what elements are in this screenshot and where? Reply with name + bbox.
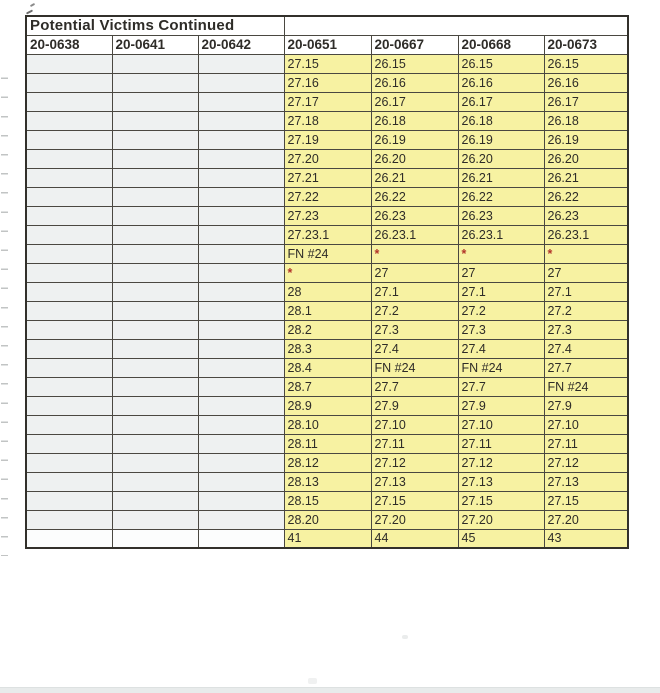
scan-smudge: [402, 635, 408, 639]
value-cell: 28.15: [284, 491, 371, 510]
empty-cell: [198, 92, 284, 111]
value-cell: 27.9: [544, 396, 628, 415]
empty-cell: [198, 529, 284, 548]
empty-cell: [198, 377, 284, 396]
table-row: [26, 73, 628, 92]
value-cell: 26.16: [458, 73, 544, 92]
column-header-20-0641: 20-0641: [112, 35, 198, 54]
value-cell: 26.15: [458, 54, 544, 73]
empty-cell: [112, 149, 198, 168]
empty-cell: [112, 73, 198, 92]
table-row: [26, 225, 628, 244]
value-cell: 27.23.1: [284, 225, 371, 244]
empty-cell: [112, 54, 198, 73]
table-row: [26, 434, 628, 453]
value-cell: 26.19: [458, 130, 544, 149]
value-cell: 27.12: [544, 453, 628, 472]
value-cell: 27: [371, 263, 458, 282]
value-cell: 27.9: [458, 396, 544, 415]
value-cell: 27.11: [544, 434, 628, 453]
value-cell: 28.11: [284, 434, 371, 453]
empty-cell: [198, 263, 284, 282]
empty-cell: [26, 244, 112, 263]
value-cell: 27.7: [371, 377, 458, 396]
value-cell: FN #24: [544, 377, 628, 396]
table-row: [26, 377, 628, 396]
column-header-20-0651: 20-0651: [284, 35, 371, 54]
empty-cell: [26, 529, 112, 548]
header-row: [26, 35, 628, 54]
scanner-edge-strip: [0, 687, 660, 693]
empty-cell: [198, 130, 284, 149]
asterisk-cell: *: [371, 244, 458, 263]
empty-cell: [26, 453, 112, 472]
empty-cell: [198, 282, 284, 301]
empty-cell: [26, 301, 112, 320]
empty-cell: [112, 168, 198, 187]
empty-cell: [26, 491, 112, 510]
pen-tick-mark-icon: [26, 9, 33, 14]
value-cell: 45: [458, 529, 544, 548]
value-cell: 28.2: [284, 320, 371, 339]
value-cell: 26.17: [371, 92, 458, 111]
table-row: [26, 339, 628, 358]
value-cell: 27.20: [458, 510, 544, 529]
value-cell: 27.3: [458, 320, 544, 339]
empty-cell: [112, 111, 198, 130]
value-cell: 27.10: [458, 415, 544, 434]
empty-cell: [26, 377, 112, 396]
table-row: [26, 168, 628, 187]
table-title: Potential Victims Continued: [26, 16, 284, 35]
empty-cell: [26, 168, 112, 187]
table-row: [26, 415, 628, 434]
empty-cell: [112, 453, 198, 472]
value-cell: FN #24: [371, 358, 458, 377]
table-body: [26, 54, 628, 548]
value-cell: 27.22: [284, 187, 371, 206]
column-header-20-0668: 20-0668: [458, 35, 544, 54]
table-row: [26, 301, 628, 320]
empty-cell: [26, 111, 112, 130]
value-cell: FN #24: [284, 244, 371, 263]
empty-cell: [26, 225, 112, 244]
empty-cell: [26, 339, 112, 358]
empty-cell: [26, 434, 112, 453]
value-cell: 28: [284, 282, 371, 301]
empty-cell: [112, 415, 198, 434]
empty-cell: [198, 415, 284, 434]
table-row: [26, 263, 628, 282]
table-row: [26, 54, 628, 73]
value-cell: 27.17: [284, 92, 371, 111]
empty-cell: [26, 415, 112, 434]
empty-cell: [112, 225, 198, 244]
empty-cell: [26, 187, 112, 206]
empty-cell: [112, 187, 198, 206]
value-cell: 27.20: [284, 149, 371, 168]
value-cell: 28.12: [284, 453, 371, 472]
empty-cell: [26, 472, 112, 491]
value-cell: 27.12: [371, 453, 458, 472]
pen-tick-mark-icon: [30, 3, 35, 7]
empty-cell: [198, 358, 284, 377]
table-row: [26, 529, 628, 548]
asterisk-cell: *: [544, 244, 628, 263]
empty-cell: [198, 396, 284, 415]
scan-smudge: [308, 678, 317, 684]
table-row: [26, 320, 628, 339]
empty-cell: [26, 130, 112, 149]
value-cell: 26.21: [371, 168, 458, 187]
table-row: [26, 453, 628, 472]
value-cell: 26.18: [544, 111, 628, 130]
value-cell: 27.21: [284, 168, 371, 187]
value-cell: 26.22: [458, 187, 544, 206]
value-cell: 26.21: [544, 168, 628, 187]
value-cell: 27.10: [371, 415, 458, 434]
value-cell: 26.18: [371, 111, 458, 130]
column-header-20-0673: 20-0673: [544, 35, 628, 54]
value-cell: 28.3: [284, 339, 371, 358]
value-cell: 26.22: [371, 187, 458, 206]
value-cell: 26.23: [371, 206, 458, 225]
value-cell: 27.15: [458, 491, 544, 510]
left-margin-gridline-ticks: [1, 60, 8, 556]
empty-cell: [112, 377, 198, 396]
empty-cell: [198, 472, 284, 491]
value-cell: 27.11: [371, 434, 458, 453]
asterisk-cell: *: [458, 244, 544, 263]
empty-cell: [112, 339, 198, 358]
empty-cell: [198, 54, 284, 73]
empty-cell: [26, 396, 112, 415]
empty-cell: [198, 206, 284, 225]
value-cell: 26.19: [371, 130, 458, 149]
empty-cell: [198, 111, 284, 130]
value-cell: 26.18: [458, 111, 544, 130]
value-cell: 28.10: [284, 415, 371, 434]
value-cell: 27.7: [544, 358, 628, 377]
value-cell: FN #24: [458, 358, 544, 377]
empty-cell: [198, 453, 284, 472]
empty-cell: [198, 73, 284, 92]
value-cell: 27.13: [458, 472, 544, 491]
empty-cell: [26, 149, 112, 168]
empty-cell: [112, 282, 198, 301]
value-cell: 28.20: [284, 510, 371, 529]
value-cell: 27.16: [284, 73, 371, 92]
empty-cell: [112, 510, 198, 529]
table-row: [26, 130, 628, 149]
asterisk-cell: *: [284, 263, 371, 282]
value-cell: 27.19: [284, 130, 371, 149]
table-row: [26, 510, 628, 529]
empty-cell: [198, 244, 284, 263]
value-cell: 26.17: [544, 92, 628, 111]
value-cell: 27.4: [544, 339, 628, 358]
empty-cell: [198, 149, 284, 168]
table-row: [26, 111, 628, 130]
empty-cell: [112, 320, 198, 339]
value-cell: 27.2: [544, 301, 628, 320]
title-row: [26, 16, 628, 35]
empty-cell: [26, 510, 112, 529]
value-cell: 27: [544, 263, 628, 282]
column-header-20-0638: 20-0638: [26, 35, 112, 54]
value-cell: 27.10: [544, 415, 628, 434]
table-row: [26, 187, 628, 206]
value-cell: 27.15: [371, 491, 458, 510]
value-cell: 44: [371, 529, 458, 548]
empty-cell: [26, 358, 112, 377]
empty-cell: [112, 396, 198, 415]
value-cell: 26.23.1: [458, 225, 544, 244]
value-cell: 27.15: [284, 54, 371, 73]
potential-victims-table: [25, 15, 629, 549]
value-cell: 43: [544, 529, 628, 548]
value-cell: 27.20: [544, 510, 628, 529]
empty-cell: [112, 529, 198, 548]
value-cell: 26.22: [544, 187, 628, 206]
value-cell: 27.2: [371, 301, 458, 320]
value-cell: 27.1: [371, 282, 458, 301]
value-cell: 26.21: [458, 168, 544, 187]
value-cell: 27.13: [371, 472, 458, 491]
empty-cell: [198, 491, 284, 510]
empty-cell: [112, 434, 198, 453]
value-cell: 26.19: [544, 130, 628, 149]
empty-cell: [26, 263, 112, 282]
value-cell: 27.2: [458, 301, 544, 320]
value-cell: 26.16: [544, 73, 628, 92]
table-row: [26, 282, 628, 301]
value-cell: 26.17: [458, 92, 544, 111]
table-row: [26, 358, 628, 377]
empty-cell: [112, 263, 198, 282]
value-cell: 27.18: [284, 111, 371, 130]
empty-cell: [198, 168, 284, 187]
value-cell: 27.20: [371, 510, 458, 529]
empty-cell: [198, 434, 284, 453]
value-cell: 27.3: [371, 320, 458, 339]
value-cell: 27.7: [458, 377, 544, 396]
value-cell: 27.23: [284, 206, 371, 225]
value-cell: 27.15: [544, 491, 628, 510]
value-cell: 41: [284, 529, 371, 548]
value-cell: 26.23: [458, 206, 544, 225]
table-row: [26, 92, 628, 111]
column-header-20-0667: 20-0667: [371, 35, 458, 54]
table-row: [26, 491, 628, 510]
value-cell: 27.12: [458, 453, 544, 472]
value-cell: 26.20: [544, 149, 628, 168]
empty-cell: [198, 510, 284, 529]
empty-cell: [26, 282, 112, 301]
table-row: [26, 206, 628, 225]
value-cell: 26.23.1: [544, 225, 628, 244]
empty-cell: [112, 491, 198, 510]
empty-cell: [198, 187, 284, 206]
value-cell: 26.20: [458, 149, 544, 168]
value-cell: 28.13: [284, 472, 371, 491]
empty-cell: [198, 225, 284, 244]
empty-cell: [112, 130, 198, 149]
value-cell: 26.20: [371, 149, 458, 168]
value-cell: 28.1: [284, 301, 371, 320]
value-cell: 27: [458, 263, 544, 282]
empty-cell: [198, 339, 284, 358]
value-cell: 26.16: [371, 73, 458, 92]
empty-cell: [26, 320, 112, 339]
value-cell: 27.9: [371, 396, 458, 415]
value-cell: 27.11: [458, 434, 544, 453]
value-cell: 26.15: [544, 54, 628, 73]
value-cell: 28.7: [284, 377, 371, 396]
empty-cell: [26, 92, 112, 111]
value-cell: 27.4: [371, 339, 458, 358]
value-cell: 27.4: [458, 339, 544, 358]
empty-cell: [112, 472, 198, 491]
value-cell: 26.23.1: [371, 225, 458, 244]
empty-cell: [112, 206, 198, 225]
empty-cell: [198, 320, 284, 339]
empty-cell: [112, 358, 198, 377]
empty-cell: [26, 73, 112, 92]
value-cell: 26.23: [544, 206, 628, 225]
column-header-20-0642: 20-0642: [198, 35, 284, 54]
empty-cell: [198, 301, 284, 320]
empty-cell: [26, 54, 112, 73]
empty-cell: [112, 301, 198, 320]
title-filler-space: [284, 16, 628, 35]
table-row: [26, 472, 628, 491]
value-cell: 26.15: [371, 54, 458, 73]
value-cell: 27.13: [544, 472, 628, 491]
value-cell: 27.1: [544, 282, 628, 301]
value-cell: 27.3: [544, 320, 628, 339]
empty-cell: [112, 244, 198, 263]
table-row: [26, 149, 628, 168]
value-cell: 28.9: [284, 396, 371, 415]
empty-cell: [112, 92, 198, 111]
table-row: [26, 396, 628, 415]
value-cell: 27.1: [458, 282, 544, 301]
table-row: [26, 244, 628, 263]
value-cell: 28.4: [284, 358, 371, 377]
empty-cell: [26, 206, 112, 225]
